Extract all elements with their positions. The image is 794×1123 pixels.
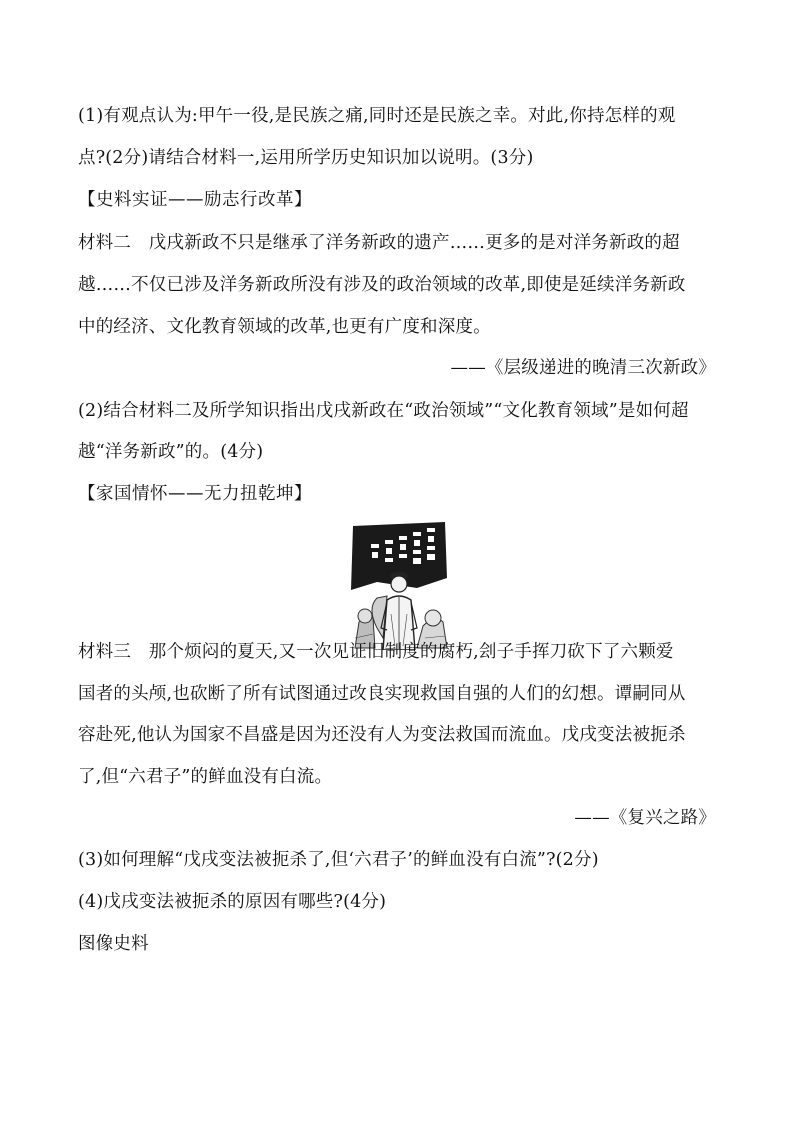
historical-figure-illustration-icon xyxy=(347,518,451,650)
question-1-line-2: 点?(2分)请结合材料一,运用所学历史知识加以说明。(3分) xyxy=(78,148,534,168)
question-2-line-2: 越“洋务新政”的。(4分) xyxy=(78,442,264,462)
section-heading-patriotism: 【家国情怀——无力扭乾坤】 xyxy=(78,484,312,504)
material-3-line-3: 容赴死,他认为国家不昌盛是因为还没有人为变法救国而流血。戊戌变法被扼杀 xyxy=(78,725,686,745)
material-3-line-4: 了,但“六君子”的鲜血没有白流。 xyxy=(78,767,333,787)
material-3-line-2: 国者的头颅,也砍断了所有试图通过改良实现救国自强的人们的幻想。谭嗣同从 xyxy=(78,684,686,704)
material-2-line-3: 中的经济、文化教育领域的改革,也更有广度和深度。 xyxy=(78,317,491,337)
question-4: (4)戊戌变法被扼杀的原因有哪些?(4分) xyxy=(78,892,387,912)
material-2-line-1: 材料二 戊戌新政不只是继承了洋务新政的遗产……更多的是对洋务新政的超 xyxy=(78,233,680,253)
section-heading-evidence: 【史料实证——励志行改革】 xyxy=(78,190,312,210)
question-2-line-1: (2)结合材料二及所学知识指出戊戌新政在“政治领域”“文化教育领域”是如何超 xyxy=(78,401,689,421)
question-1-line-1: (1)有观点认为:甲午一役,是民族之痛,同时还是民族之幸。对此,你持怎样的观 xyxy=(78,106,676,126)
image-sources-label: 图像史料 xyxy=(78,934,149,954)
material-2-line-2: 越……不仅已涉及洋务新政所没有涉及的政治领域的改革,即使是延续洋务新政 xyxy=(78,275,686,295)
material-3-line-1: 材料三 那个烦闷的夏天,又一次见证旧制度的腐朽,刽子手挥刀砍下了六颗爱 xyxy=(78,642,674,662)
material-3-source: ——《复兴之路》 xyxy=(574,808,716,828)
material-2-source: ——《层级递进的晚清三次新政》 xyxy=(450,358,716,378)
question-3: (3)如何理解“戊戌变法被扼杀了,但‘六君子’的鲜血没有白流”?(2分) xyxy=(78,850,599,870)
